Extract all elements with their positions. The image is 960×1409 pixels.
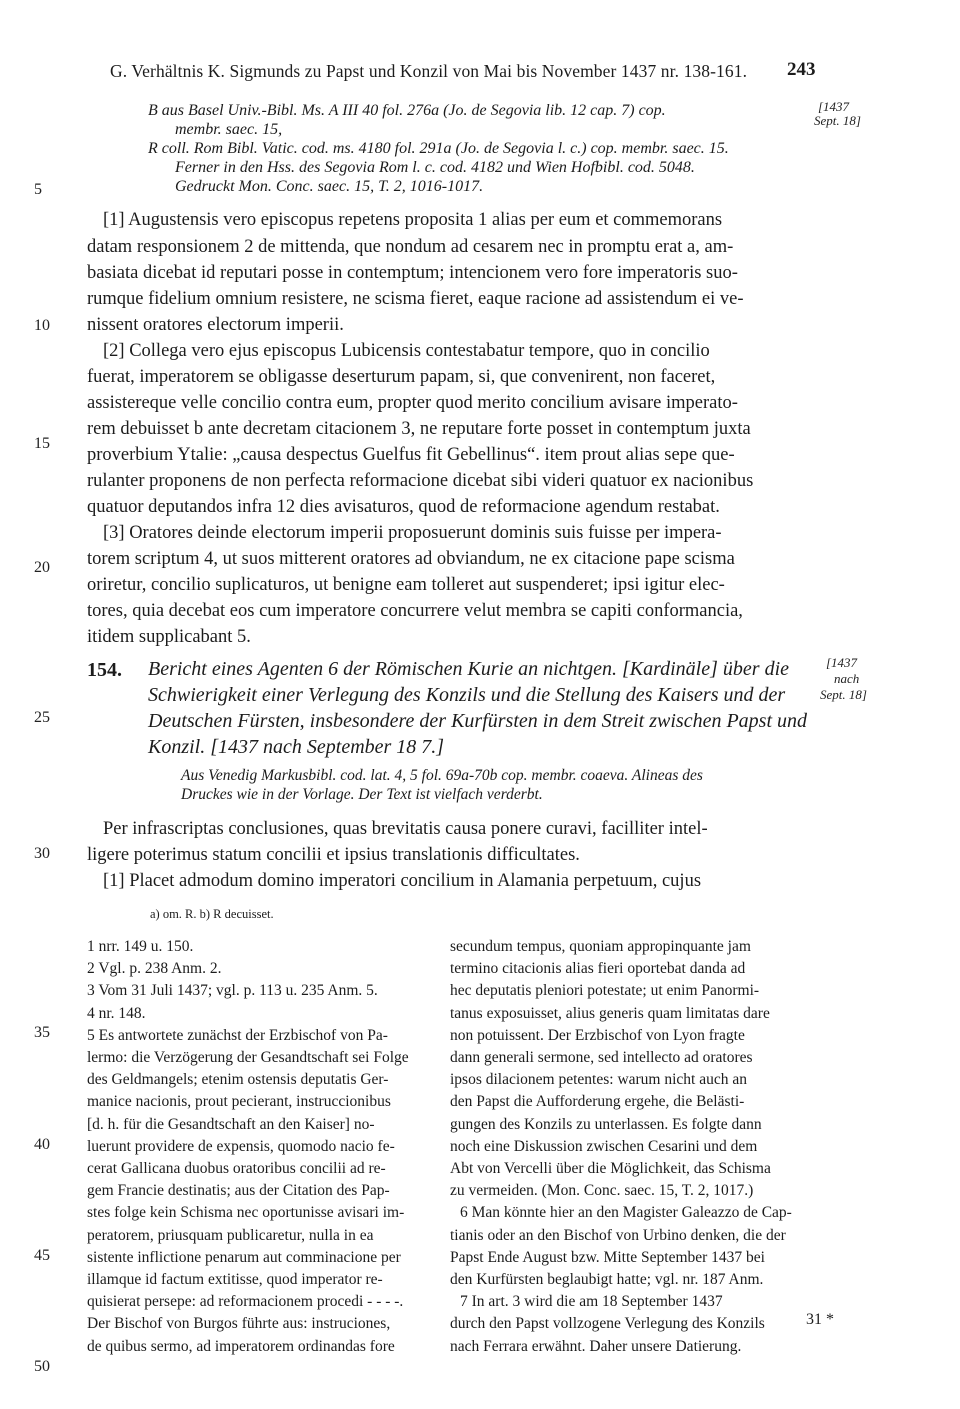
footnote-line: quisierat persepe: ad reformacionem procedi - - - -. <box>87 1293 404 1311</box>
body-line: ligere poterimus statum concilii et ipsius translationis difficultates. <box>87 845 580 865</box>
footnote-line: Abt von Vercelli über die Möglichkeit, das Schisma <box>450 1160 771 1178</box>
footnote-line: Papst Ende August bzw. Mitte September 1437 bei <box>450 1248 765 1266</box>
footnote-line: dann generali sermone, sed intellecto ad oratores <box>450 1049 753 1067</box>
footnote-line: [d. h. für die Gesandtschaft an den Kaiser] no- <box>87 1115 375 1133</box>
body-line: basiata dicebat id reputari posse in contemptum; intencionem vero fore imperatoris suo- <box>87 263 738 283</box>
footnote-line: hec deputatis pleniori potestate; ut enim Panormi- <box>450 982 760 1000</box>
footnote-line: nach Ferrara erwähnt. Daher unsere Datierung. <box>450 1337 742 1355</box>
footnote-line: stes folge kein Schisma nec oportunisse avisari im- <box>87 1204 405 1222</box>
body-line: datam responsionem 2 de mittenda, que nondum ad cesarem nec in promptu erat a, am- <box>87 237 734 257</box>
source-line: Ferner in den Hss. des Segovia Rom l. c. cod. 4182 und Wien Hofbibl. cod. 5048. <box>175 159 695 176</box>
provenance-note <box>181 766 861 804</box>
footnote-line: gungen des Konzils zu unterlassen. Es folgte dann <box>450 1115 762 1133</box>
body-line: nissent oratores electorum imperii. <box>87 315 344 335</box>
line-number: 5 <box>34 181 42 198</box>
footnote-line: den Kurfürsten beglaubigt hatte; vgl. nr. 187 Anm. <box>450 1271 764 1289</box>
footnote-line: secundum tempus, quoniam appropinquante jam <box>450 938 751 955</box>
footnote-line: gem Francie destinatis; aus der Citation des Pap- <box>87 1182 390 1200</box>
margin-date-section-1: [1437 <box>826 655 858 670</box>
signature-mark: 31 * <box>806 1311 834 1328</box>
section-title <box>148 656 807 760</box>
footnote-line: 5 Es antwortete zunächst der Erzbischof von Pa- <box>87 1026 388 1044</box>
footnote-line: den Papst die Aufforderung ergehe, die Belästi- <box>450 1093 745 1111</box>
footnote-line: zu vermeiden. (Mon. Conc. saec. 15, T. 2, 1017.) <box>450 1182 754 1200</box>
footnote-line: manice nacionis, prout pecierant, instruccionibus <box>87 1093 391 1111</box>
footnote-line: sistente inflictione penarum aut comminacione per <box>87 1248 401 1266</box>
footnote-line: peratorem, priusquam publicaretur, nulla in ea <box>87 1226 374 1244</box>
section-title-line: Bericht eines Agenten 6 der Römischen Kurie an nichtgen. [Kardinäle] über die <box>148 658 789 680</box>
body-line: [2] Collega vero ejus episcopus Lubicensis contestabatur tempore, quo in concilio <box>103 341 710 361</box>
footnote-line: tianis oder an den Bischof von Urbino denken, die der <box>450 1226 786 1244</box>
footnote-line: non potuissent. Der Erzbischof von Lyon fragte <box>450 1026 745 1044</box>
critical-apparatus: a) om. R. b) R decuisset. <box>150 907 274 921</box>
footnote-line: 2 Vgl. p. 238 Anm. 2. <box>87 960 222 978</box>
section-number: 154. <box>87 659 122 681</box>
footnote-line: tanus exposuisset, alius generis quam limitatas dare <box>450 1004 770 1022</box>
margin-date-section-2: nach <box>834 671 860 686</box>
body-line: quatuor deputandos infra 12 dies avisaturos, quod de reformacione agendum restabat. <box>87 497 720 517</box>
footnotes-right-column <box>450 936 830 1358</box>
body-line: [1] Placet admodum domino imperatori concilium in Alamania perpetuum, cujus <box>103 871 702 891</box>
footnote-line: illamque id factum extitisse, quod imperator re- <box>87 1271 383 1289</box>
body-line: rem debuisset b ante decretam citacionem 3, ne reputare forte posset in contemptum juxta <box>87 419 751 439</box>
body-line: rumque fidelium omnium resistere, ne scisma fieret, eaque racione ad assistendum ei ve- <box>87 289 744 309</box>
body-line: rulanter proponens de non perfecta reformacione dicebat sibi videri quatuor ex nacionibus <box>87 471 754 491</box>
footnote-line: luerunt providere de expensis, quomodo nacio fe- <box>87 1137 395 1155</box>
line-number: 15 <box>34 435 50 452</box>
line-number: 20 <box>34 559 50 576</box>
line-number: 45 <box>34 1247 50 1264</box>
footnote-line: 6 Man könnte hier an den Magister Galeazzo de Cap- <box>460 1204 792 1222</box>
body-line: tores, quia decebat eos cum imperatore concurrere velut membra se capiti conformancia, <box>87 601 743 621</box>
body-line: Per infrascriptas conclusiones, quas brevitatis causa ponere curavi, facilliter intel- <box>103 819 708 839</box>
footnotes-left-column <box>59 936 429 1358</box>
footnote-line: 7 In art. 3 wird die am 18 September 1437 <box>460 1293 723 1311</box>
line-number: 30 <box>34 845 50 862</box>
footnote-line: 4 nr. 148. <box>87 1004 146 1022</box>
margin-date-section-3: Sept. 18] <box>820 687 867 702</box>
footnote-line: 3 Vom 31 Juli 1437; vgl. p. 113 u. 235 Anm. 5. <box>87 982 378 1000</box>
line-number: 10 <box>34 317 50 334</box>
body-line: proverbium Ytalie: „causa despectus Guelfus fit Gebellinus“. item prout alias sepe que- <box>87 445 735 465</box>
footnote-line: des Geldmangels; etenim ostensis deputatis Ger- <box>87 1071 389 1089</box>
margin-date-top-2: Sept. 18] <box>814 113 861 128</box>
line-number: 35 <box>34 1024 50 1041</box>
footnote-line: lermo: die Verzögerung der Gesandtschaft sei Folge <box>87 1049 409 1067</box>
source-line: R coll. Rom Bibl. Vatic. cod. ms. 4180 fol. 291a (Jo. de Segovia l. c.) cop. membr. saec. 15. <box>148 140 729 157</box>
section-title-line: Deutschen Fürsten, insbesondere der Kurfürsten in dem Streit zwischen Papst und <box>148 710 808 732</box>
line-number: 25 <box>34 709 50 726</box>
footnote-line: cerat Gallicana duobus oratoribus concilii ad re- <box>87 1160 386 1178</box>
body-line: [3] Oratores deinde electorum imperii proposuerunt dominis suis fuisse per impera- <box>103 523 722 543</box>
body-line: itidem supplicabant 5. <box>87 627 251 647</box>
footnote-line: 1 nrr. 149 u. 150. <box>87 938 194 955</box>
footnote-line: ipsos dilacionem petentes: warum nicht auch an <box>450 1071 747 1089</box>
page-number: 243 <box>787 59 816 80</box>
source-line: Gedruckt Mon. Conc. saec. 15, T. 2, 1016-1017. <box>175 178 484 195</box>
footnote-line: Der Bischof von Burgos führte aus: instruciones, <box>87 1315 391 1333</box>
line-number: 50 <box>34 1358 50 1375</box>
provenance-line: Druckes wie in der Vorlage. Der Text ist vielfach verderbt. <box>181 786 543 803</box>
source-list <box>148 101 888 196</box>
body-line: assistereque velle concilio contra eum, propter quod merito concilium avisare imperato- <box>87 393 738 413</box>
provenance-line: Aus Venedig Markusbibl. cod. lat. 4, 5 fol. 69a-70b cop. membr. coaeva. Alineas des <box>181 767 703 784</box>
body-line: oriretur, concilio suplicaturos, ut benigne eam tolleret aut suspenderet; ipsi igitur elec- <box>87 575 725 595</box>
body-line: fuerat, imperatorem se obligasse deserturum papam, si, que convenirent, non faceret, <box>87 367 716 387</box>
footnote-line: de quibus sermo, ad imperatorem ordinandas fore <box>87 1337 395 1355</box>
section-title-line: Schwierigkeit einer Verlegung des Konzils und die Stellung des Kaisers und der <box>148 684 786 706</box>
margin-date-top-1: [1437 <box>818 99 850 114</box>
source-line: B aus Basel Univ.-Bibl. Ms. A III 40 fol. 276a (Jo. de Segovia lib. 12 cap. 7) cop. <box>148 102 666 119</box>
footnote-line: durch den Papst vollzogene Verlegung des Konzils <box>450 1315 765 1333</box>
line-number: 40 <box>34 1136 50 1153</box>
source-line: membr. saec. 15, <box>175 121 283 138</box>
footnote-line: noch eine Diskussion zwischen Cesarini und dem <box>450 1137 758 1155</box>
body-line: [1] Augustensis vero episcopus repetens proposita 1 alias per eum et commemorans <box>103 210 723 230</box>
section-title-line: Konzil. [1437 nach September 18 7.] <box>148 736 445 758</box>
body-line: torem scriptum 4, ut suos mitterent oratores ad obviandum, ne ex citacione pape scisma <box>87 549 735 569</box>
running-head: G. Verhältnis K. Sigmunds zu Papst und Konzil von Mai bis November 1437 nr. 138-161. <box>110 61 748 81</box>
footnote-line: termino citacionis alias fieri oportebat danda ad <box>450 960 746 978</box>
